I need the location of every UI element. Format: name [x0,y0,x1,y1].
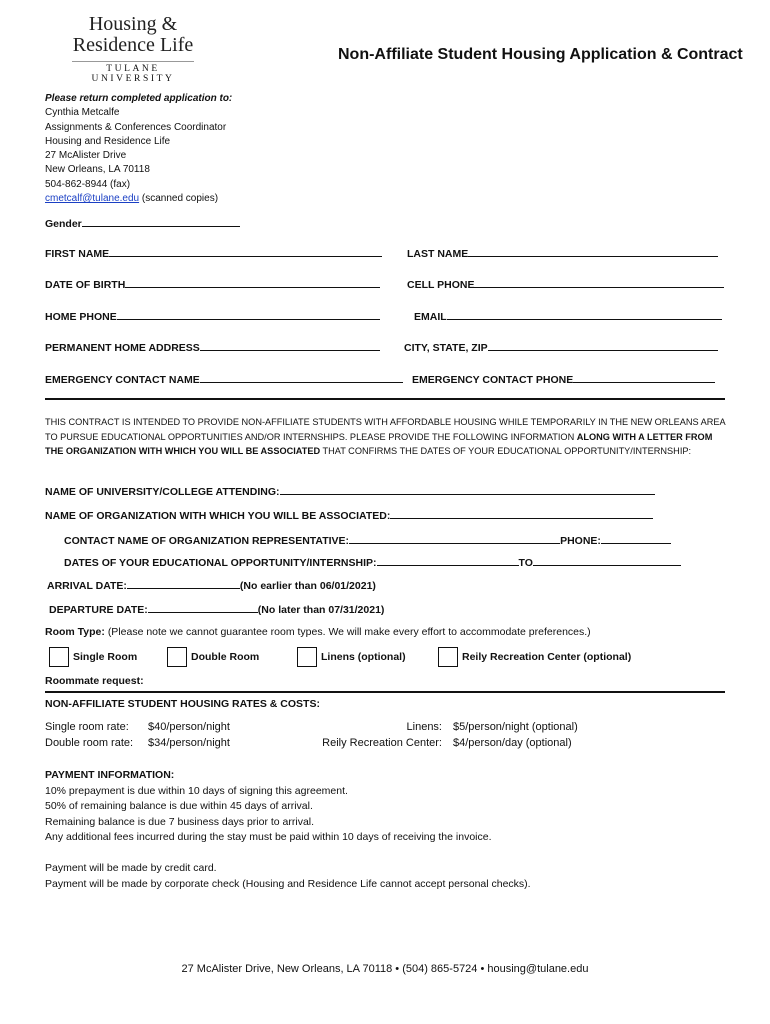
first-name-field[interactable] [45,247,382,260]
housing-logo [72,14,194,84]
single-room-option[interactable] [49,645,137,669]
linens-checkbox[interactable] [297,647,317,667]
emergency-name-label: EMERGENCY CONTACT NAME [45,374,200,386]
university-label: NAME OF UNIVERSITY/COLLEGE ATTENDING: [45,486,280,498]
arrival-date-label: ARRIVAL DATE: [47,580,127,592]
emergency-phone-label: EMERGENCY CONTACT PHONE [412,374,574,386]
room-type-line [45,626,591,638]
reily-checkbox[interactable] [438,647,458,667]
gender-label: Gender [45,218,82,230]
emergency-phone-field[interactable] [412,373,715,386]
email-note: (scanned copies) [141,193,219,205]
return-line: Cynthia Metcalfe [45,107,120,119]
home-phone-field[interactable] [45,310,380,323]
single-room-checkbox[interactable] [49,647,69,667]
linens-label: Linens (optional) [321,651,406,663]
rates-heading: NON-AFFILIATE STUDENT HOUSING RATES & COSTS: [45,698,320,710]
city-state-zip-label: CITY, STATE, ZIP [404,342,488,354]
emergency-name-field[interactable] [45,373,403,386]
home-address-field[interactable] [45,341,380,354]
email-link[interactable]: cmetcalf@tulane.edu [45,193,140,205]
payment-method: Payment will be made by corporate check (Housing and Residence Life cannot accept personal checks). [45,877,531,890]
return-line: New Orleans, LA 70118 [45,164,150,176]
departure-date-field[interactable] [49,603,384,616]
internship-dates-label: DATES OF YOUR EDUCATIONAL OPPORTUNITY/INTERNSHIP: [64,557,377,569]
first-name-label: FIRST NAME [45,248,110,260]
logo-university: TULANE UNIVERSITY [72,61,194,84]
payment-term: 50% of remaining balance is due within 45 days of arrival. [45,800,313,812]
email-label: EMAIL [414,311,447,323]
return-line: 27 McAlister Drive [45,150,127,162]
intro-text-1: THIS CONTRACT IS INTENDED TO PROVIDE NON-AFFILIATE STUDENTS WITH AFFORDABLE HOUSING WHILE TEMPORARILY IN THE NEW ORLEANS AREA TO PURSUE EDUCATIONAL OPPORTUNITIES AND/OR INTERNSHIPS. PLEASE PROVIDE THE FOLLOWING INFORMATION [45,417,726,442]
representative-label: CONTACT NAME OF ORGANIZATION REPRESENTATIVE: [64,535,350,547]
linens-option[interactable] [297,645,406,669]
home-phone-label: HOME PHONE [45,311,117,323]
organization-field[interactable] [45,509,653,522]
return-heading: Please return completed application to: [45,93,233,104]
cell-phone-field[interactable] [407,278,724,291]
departure-note: (No later than 07/31/2021) [257,604,385,616]
representative-field[interactable] [64,534,671,547]
email-field[interactable] [414,310,722,323]
roommate-request-label: Roommate request: [45,675,144,687]
payment-term: 10% prepayment is due within 10 days of signing this agreement. [45,784,348,797]
city-state-zip-field[interactable] [404,341,718,354]
reily-rate-label: Reily Recreation Center: [322,737,442,749]
roommate-request-field[interactable] [45,675,144,687]
organization-label: NAME OF ORGANIZATION WITH WHICH YOU WILL BE ASSOCIATED: [45,510,391,522]
single-rate-value: $40/person/night [148,721,230,733]
double-room-checkbox[interactable] [167,647,187,667]
payment-term: Any additional fees incurred during the stay must be paid within 10 days of receiving the invoice. [45,831,492,843]
departure-date-label: DEPARTURE DATE: [49,604,148,616]
dob-field[interactable] [45,278,380,291]
linens-rate-label: Linens: [406,721,442,733]
arrival-note: (No earlier than 06/01/2021) [239,580,376,592]
double-room-label: Double Room [191,651,260,663]
logo-line-1: Housing & [88,13,178,35]
single-rate-label: Single room rate: [45,721,129,733]
return-line: Assignments & Conferences Coordinator [45,121,227,133]
document-title: Non-Affiliate Student Housing Application & Contract [338,46,743,63]
double-room-option[interactable] [167,645,259,669]
payment-section [45,768,531,892]
double-rate-label: Double room rate: [45,737,134,749]
gender-field[interactable] [45,217,240,230]
room-type-label: Room Type: [45,626,105,638]
reily-option[interactable] [438,645,631,669]
room-type-note: (Please note we cannot guarantee room types. We will make every effort to accommodate preferences.) [107,626,591,638]
return-line: Housing and Residence Life [45,135,171,147]
reily-rate-value: $4/person/day (optional) [453,737,572,749]
single-room-label: Single Room [73,651,138,663]
page-footer: 27 McAlister Drive, New Orleans, LA 70118 • (504) 865-5724 • housing@tulane.edu [181,963,589,975]
to-label: TO [518,557,533,569]
logo-line-2: Residence Life [72,34,194,56]
payment-method: Payment will be made by credit card. [45,862,217,874]
dob-label: DATE OF BIRTH [45,279,126,291]
intro-text-2: THAT CONFIRMS THE DATES OF YOUR EDUCATIONAL OPPORTUNITY/INTERNSHIP: [320,446,692,456]
payment-term: Remaining balance is due 7 business days prior to arrival. [45,815,315,828]
double-rate-value: $34/person/night [148,737,230,749]
rates-divider [45,691,725,693]
university-field[interactable] [45,485,655,498]
arrival-date-field[interactable] [47,579,376,592]
return-address-block [45,92,232,206]
contract-intro [45,415,730,459]
return-line: 504-862-8944 (fax) [45,178,131,190]
payment-heading: PAYMENT INFORMATION: [45,769,175,781]
linens-rate-value: $5/person/night (optional) [453,721,578,733]
cell-phone-label: CELL PHONE [407,279,475,291]
reily-label: Reily Recreation Center (optional) [462,651,632,663]
section-divider [45,398,725,400]
last-name-label: LAST NAME [407,248,469,260]
last-name-field[interactable] [407,247,718,260]
intro-emphasis: ALONG WITH A LETTER FROM THE ORGANIZATION WITH WHICH YOU WILL BE ASSOCIATED [45,431,713,456]
representative-phone-label: PHONE: [560,535,601,547]
home-address-label: PERMANENT HOME ADDRESS [45,342,200,354]
internship-dates-field[interactable] [64,556,681,569]
